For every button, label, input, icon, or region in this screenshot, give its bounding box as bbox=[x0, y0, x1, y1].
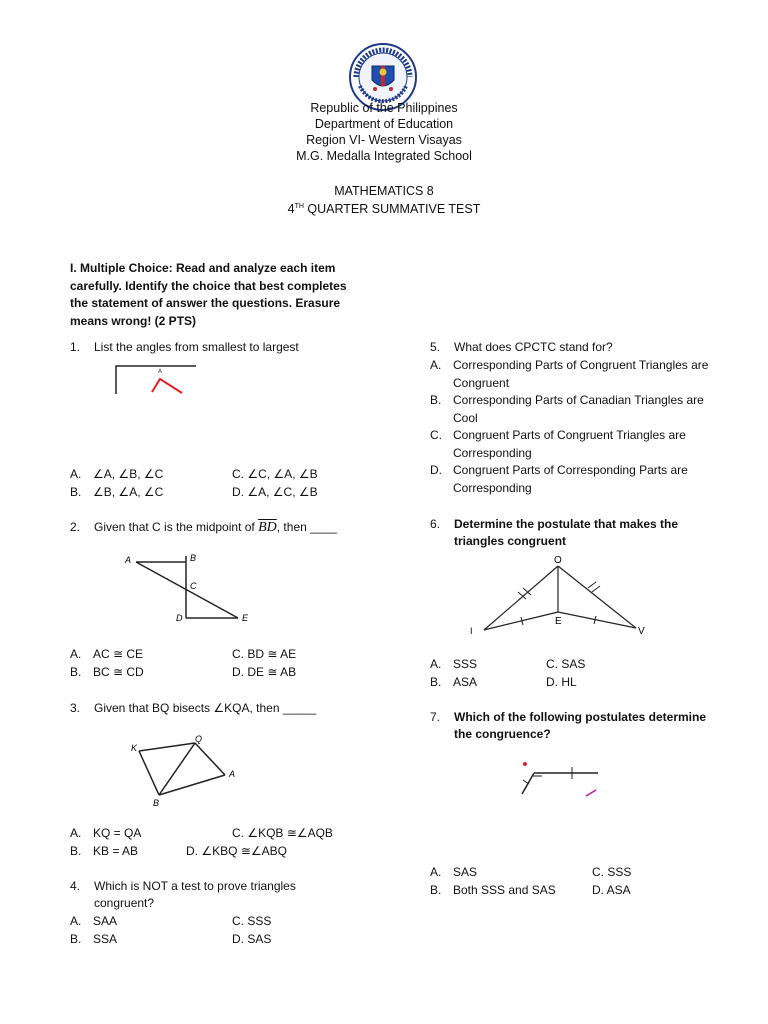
question-4: 4. Which is NOT a test to prove triangles congruent? bbox=[70, 878, 330, 912]
choice-2d[interactable]: D. DE ≅ AB bbox=[232, 664, 297, 679]
header-republic: Republic of the Philippines bbox=[310, 101, 458, 115]
label-v: V bbox=[638, 626, 645, 637]
question-7: 7. Which of the following postulates determine the congruence? bbox=[430, 709, 720, 743]
choice-4c[interactable]: C. SSS bbox=[232, 914, 272, 928]
label-e: E bbox=[555, 616, 562, 627]
choice-1b[interactable]: ∠B, ∠A, ∠C bbox=[93, 484, 164, 499]
question-1-text: List the angles from smallest to largest bbox=[94, 340, 299, 354]
header-region: Region VI- Western Visayas bbox=[306, 133, 462, 147]
choice-3b[interactable]: KB = AB bbox=[93, 843, 139, 858]
question-1-figure bbox=[112, 362, 202, 399]
label-e: E bbox=[242, 613, 249, 623]
label-o: O bbox=[554, 555, 562, 566]
choice-5c[interactable]: Congruent Parts of Congruent Triangles are Corresponding bbox=[453, 428, 686, 460]
label-c: C bbox=[190, 581, 197, 591]
choice-3a[interactable]: KQ = QA bbox=[93, 826, 142, 840]
instructions bbox=[70, 260, 360, 330]
label-a: A bbox=[229, 769, 236, 779]
choice-6a[interactable]: SSS bbox=[453, 657, 478, 671]
label-d: D bbox=[176, 613, 183, 623]
figure-label-a: A bbox=[158, 369, 163, 375]
choice-1d[interactable]: D. ∠A, ∠C, ∠B bbox=[232, 484, 318, 499]
choice-5a[interactable]: Corresponding Parts of Congruent Triangles are Congruent bbox=[453, 358, 709, 390]
choice-6b[interactable]: ASA bbox=[453, 674, 478, 689]
question-4-text: Which is NOT a test to prove triangles congruent? bbox=[94, 879, 296, 910]
instructions-text: Read and analyze each item carefully. Identify the choice that best completes the statement of answer the questions. Erasure means wrong! (2 PTS) bbox=[70, 261, 347, 328]
choice-2c[interactable]: C. BD ≅ AE bbox=[232, 647, 297, 661]
question-6-figure bbox=[462, 552, 652, 641]
question-1-options: A. ∠A, ∠B, ∠C C. ∠C, ∠A, ∠B B. ∠B, ∠A, ∠C D. ∠A, ∠C, ∠B bbox=[70, 466, 350, 501]
choice-2b[interactable]: BC ≅ CD bbox=[93, 664, 144, 679]
question-3: 3. Given that BQ bisects ∠KQA, then _____ bbox=[70, 701, 317, 715]
question-5: 5. What does CPCTC stand for? bbox=[430, 340, 613, 354]
question-7-options: A. SAS C. SSS B. Both SSS and SAS D. ASA bbox=[430, 864, 710, 899]
question-7-text: Which of the following postulates determine the congruence? bbox=[454, 710, 707, 741]
question-3-figure bbox=[125, 733, 245, 812]
choice-4b[interactable]: SSA bbox=[93, 931, 118, 946]
choice-4a[interactable]: SAA bbox=[93, 914, 118, 928]
choice-5d[interactable]: Congruent Parts of Corresponding Parts are Corresponding bbox=[453, 463, 688, 495]
question-4-options: A. SAA C. SSS B. SSA D. SAS bbox=[70, 913, 350, 948]
label-b: B bbox=[190, 553, 197, 563]
question-5-options: A. Corresponding Parts of Congruent Triangles are Congruent B. Corresponding Parts of Canadian Triangles are Cool C. Congruent Parts of Congruent Triangles are Corresponding D. Congruent Parts of Corresponding Parts are Corresponding bbox=[430, 357, 730, 497]
question-6: 6. Determine the postulate that makes the triangles congruent bbox=[430, 516, 720, 550]
question-3-text: Given that BQ bisects ∠KQA, then _____ bbox=[94, 701, 317, 715]
choice-6c[interactable]: C. SAS bbox=[546, 657, 586, 671]
choice-1c[interactable]: C. ∠C, ∠A, ∠B bbox=[232, 467, 318, 481]
header-school: M.G. Medalla Integrated School bbox=[296, 149, 472, 163]
question-7-figure bbox=[512, 756, 602, 803]
question-1: 1. List the angles from smallest to largest bbox=[70, 340, 299, 354]
label-i: I bbox=[470, 626, 473, 636]
choice-7c[interactable]: C. SSS bbox=[592, 865, 632, 879]
choice-7b[interactable]: Both SSS and SAS bbox=[453, 882, 556, 897]
question-6-text: Determine the postulate that makes the triangles congruent bbox=[454, 517, 679, 548]
question-2: 2. Given that C is the midpoint of $\overline{BD}$, then ____ bbox=[70, 520, 337, 535]
choice-1a[interactable]: ∠A, ∠B, ∠C bbox=[93, 467, 164, 481]
label-k: K bbox=[131, 743, 138, 753]
question-3-options: A. KQ = QA C. ∠KQB ≅∠AQB B. KB = AB D. ∠KBQ ≅∠ABQ bbox=[70, 825, 360, 860]
label-a: A bbox=[125, 555, 132, 565]
choice-3d[interactable]: D. ∠KBQ ≅∠ABQ bbox=[186, 843, 287, 858]
question-5-text: What does CPCTC stand for? bbox=[454, 340, 613, 354]
header-department: Department of Education bbox=[314, 117, 454, 131]
segment-bd: $\overline{BD}$ bbox=[258, 520, 277, 535]
choice-7a[interactable]: SAS bbox=[453, 865, 478, 879]
choice-5b[interactable]: Corresponding Parts of Canadian Triangles are Cool bbox=[453, 393, 704, 425]
label-b: B bbox=[153, 798, 160, 808]
instructions-label: I. Multiple Choice: bbox=[70, 261, 173, 275]
choice-2a[interactable]: AC ≅ CE bbox=[93, 647, 144, 661]
choice-3c[interactable]: C. ∠KQB ≅∠AQB bbox=[232, 826, 333, 840]
label-q: Q bbox=[195, 734, 203, 744]
choice-7d[interactable]: D. ASA bbox=[592, 882, 631, 897]
question-2-figure bbox=[118, 550, 258, 629]
question-6-options: A. SSS C. SAS B. ASA D. HL bbox=[430, 656, 710, 691]
choice-4d[interactable]: D. SAS bbox=[232, 931, 272, 946]
test-title: 4TH QUARTER SUMMATIVE TEST bbox=[287, 202, 481, 217]
question-2-options: A. AC ≅ CE C. BD ≅ AE B. BC ≅ CD D. DE ≅ AB bbox=[70, 646, 350, 681]
choice-6d[interactable]: D. HL bbox=[546, 674, 577, 689]
subject-title: MATHEMATICS 8 bbox=[334, 184, 434, 198]
